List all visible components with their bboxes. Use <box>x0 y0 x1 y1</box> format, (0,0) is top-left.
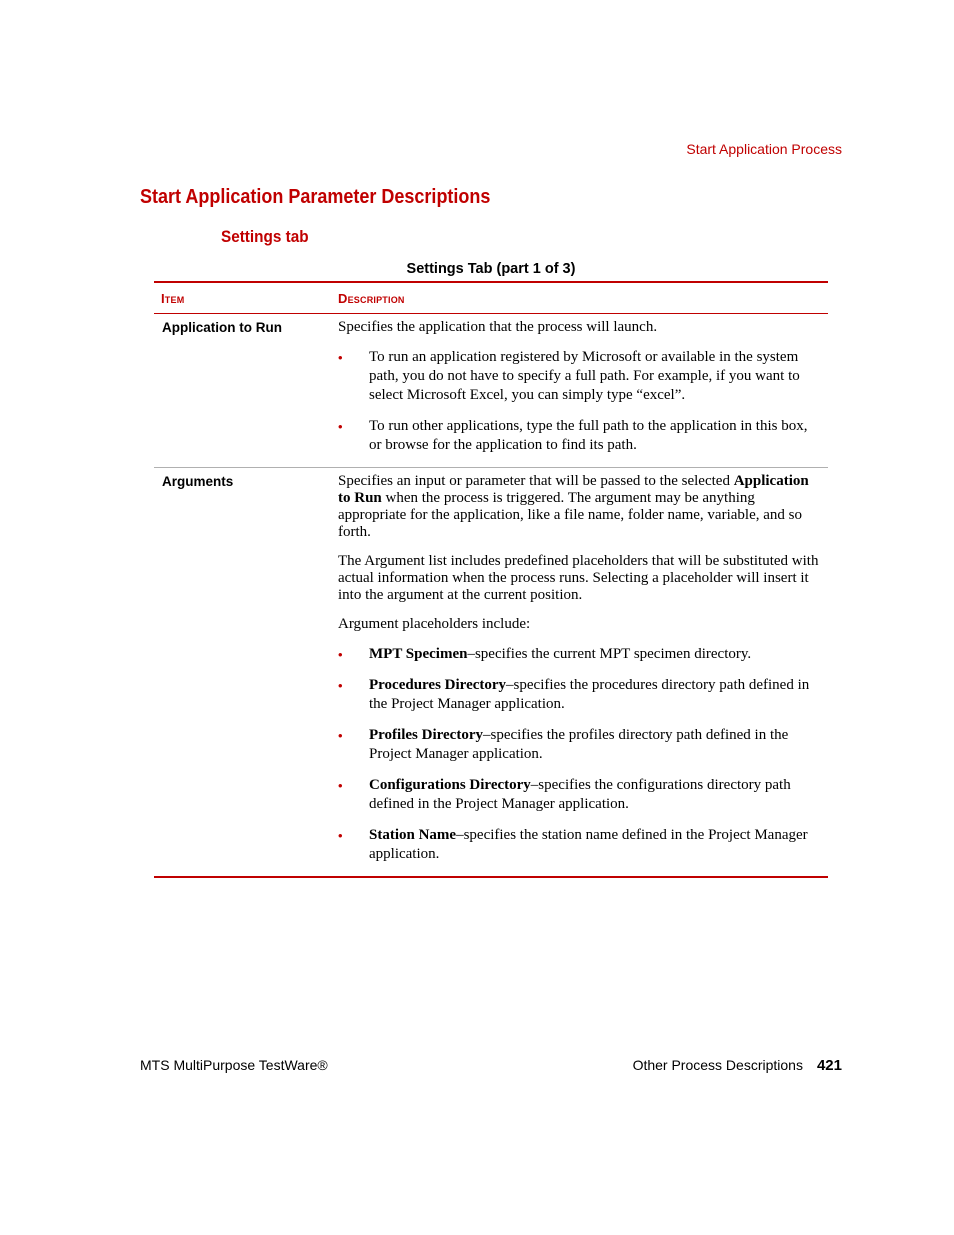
bullet-list <box>338 348 820 455</box>
table-row <box>154 468 828 878</box>
subsection-title: Settings tab <box>221 227 309 246</box>
footer-chapter <box>633 1057 842 1074</box>
column-header-item: Item <box>154 282 331 314</box>
footer-product-name: MTS MultiPurpose TestWare® <box>140 1057 328 1073</box>
column-header-description: Description <box>331 282 828 314</box>
bullet-icon: • <box>338 350 343 365</box>
bullet-icon: • <box>338 678 343 693</box>
description-cell <box>331 314 828 468</box>
list-item: • To run an application registered by Microsoft or available in the system path, you do not have to specify a full path. For example, if you want to select Microsoft Excel, you can simply type “excel”. <box>338 349 800 403</box>
running-head: Start Application Process <box>686 141 842 157</box>
list-item: • Profiles Directory–specifies the profiles directory path defined in the Project Manager application. <box>338 727 789 762</box>
description-cell <box>331 468 828 878</box>
footer-chapter-title: Other Process Descriptions <box>632 1057 803 1073</box>
section-title: Start Application Parameter Descriptions <box>140 186 491 208</box>
list-item: • Station Name–specifies the station name defined in the Project Manager application. <box>338 827 808 862</box>
table-header-row <box>154 282 828 314</box>
bullet-icon: • <box>338 778 343 793</box>
bullet-icon: • <box>338 828 343 843</box>
item-cell: Arguments <box>154 468 331 878</box>
item-cell: Application to Run <box>154 314 331 468</box>
settings-table <box>154 281 828 878</box>
list-item: • MPT Specimen–specifies the current MPT specimen directory. <box>338 646 752 662</box>
bullet-icon: • <box>338 419 343 434</box>
table-row <box>154 314 828 468</box>
description-text: Specifies the application that the process will launch. <box>338 319 658 335</box>
list-item: • Procedures Directory–specifies the procedures directory path defined in the Project Manager application. <box>338 677 810 712</box>
description-text: Argument placeholders include: <box>338 616 531 632</box>
bullet-icon: • <box>338 728 343 743</box>
description-text: The Argument list includes predefined placeholders that will be substituted with actual information when the process runs. Selecting a placeholder will insert it into the argument at the current position. <box>338 553 819 603</box>
bullet-icon: • <box>338 647 343 662</box>
description-text: Specifies an input or parameter that will be passed to the selected Application to Run when the process is triggered. The argument may be anything appropriate for the application, like a file name, folder name, variable, and so forth. <box>338 473 809 540</box>
placeholder-list <box>338 645 820 864</box>
list-item: • To run other applications, type the full path to the application in this box, or browse for the application to find its path. <box>338 418 808 453</box>
list-item: • Configurations Directory–specifies the configurations directory path defined in the Project Manager application. <box>338 777 791 812</box>
page-number: 421 <box>816 1057 842 1074</box>
table-caption: Settings Tab (part 1 of 3) <box>406 261 576 277</box>
